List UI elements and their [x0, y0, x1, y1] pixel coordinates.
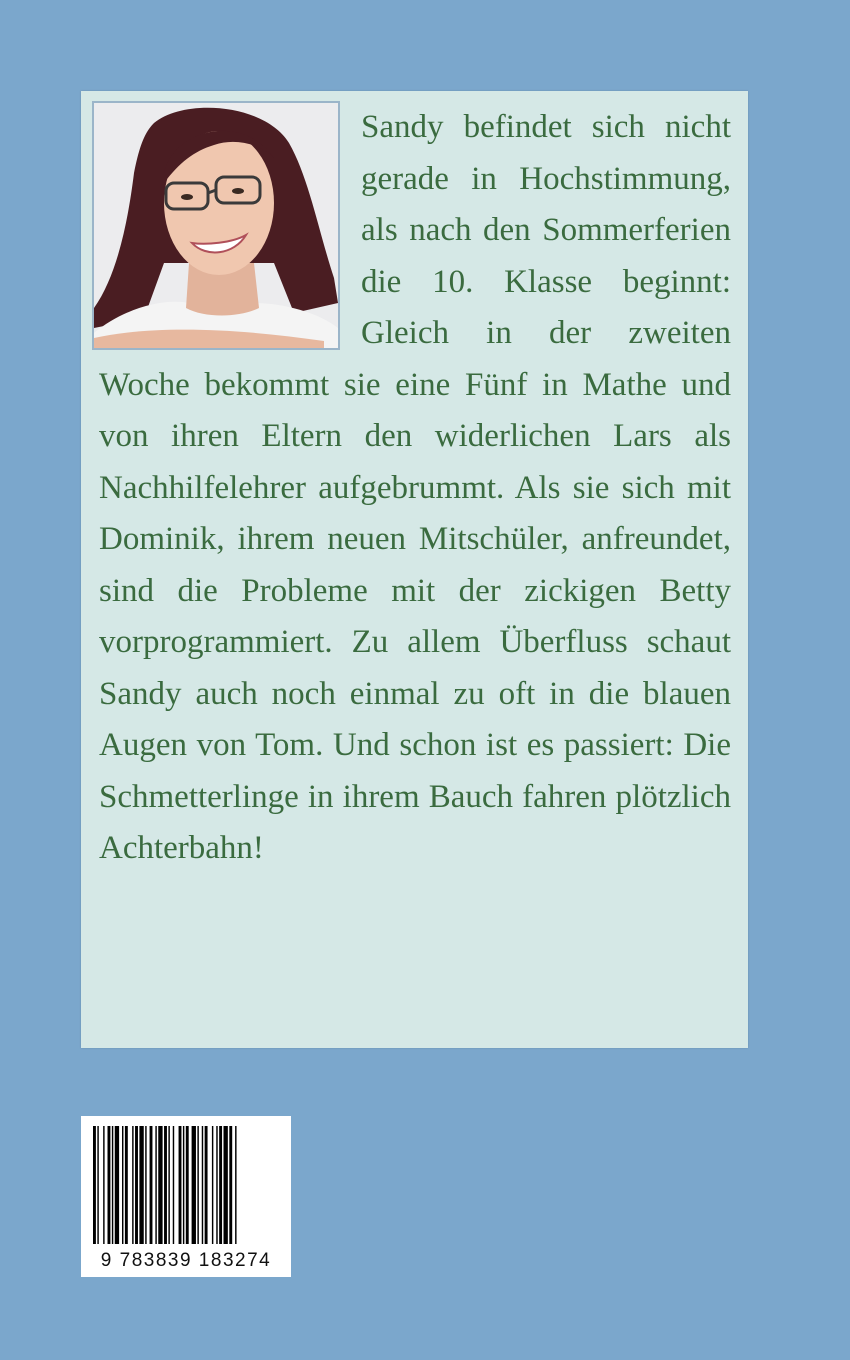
barcode-bar	[183, 1126, 184, 1244]
barcode-bar	[145, 1126, 146, 1244]
barcode-bar	[216, 1126, 217, 1244]
barcode-bar	[219, 1126, 222, 1244]
barcode-bar	[179, 1126, 182, 1244]
barcode-bar	[164, 1126, 167, 1244]
barcode-bar	[212, 1126, 213, 1244]
isbn-barcode	[81, 1116, 291, 1277]
barcode-bar	[155, 1126, 156, 1244]
photo-spacer	[99, 102, 361, 359]
barcode-bar	[158, 1126, 162, 1244]
barcode-bars	[89, 1126, 283, 1248]
barcode-bar	[229, 1126, 232, 1244]
barcode-bar	[192, 1126, 196, 1244]
barcode-bar	[139, 1126, 143, 1244]
barcode-bar	[132, 1126, 133, 1244]
blurb-text-content: Sandy befindet sich nicht gerade in Hochstimmung, als nach den Sommerferien die 10. Klasse beginnt: Gleich in der zweiten Woche bekommt sie eine Fünf in Mathe und von ihren Eltern den widerlichen Lars als Nachhilfelehrer aufgebrummt. Als sie sich mit Dominik, ihrem neuen Mitschüler, anfreundet, sind die Probleme mit der zickigen Betty vorprogrammiert. Zu allem Überfluss schaut Sandy auch noch einmal zu oft in die blauen Augen von Tom. Und schon ist es passiert: Die Schmetterlinge in ihrem Bauch fahren plötzlich Achterbahn!	[99, 109, 731, 866]
barcode-bar	[197, 1126, 198, 1244]
barcode-bar	[112, 1126, 113, 1244]
barcode-bar	[115, 1126, 119, 1244]
isbn-number: 9 783839 183274	[100, 1250, 272, 1271]
barcode-bar	[135, 1126, 138, 1244]
barcode-bar	[97, 1126, 98, 1244]
barcode-bar	[93, 1126, 96, 1244]
barcode-bar	[103, 1126, 104, 1244]
barcode-bar	[173, 1126, 174, 1244]
blurb-text	[99, 102, 731, 875]
barcode-bar	[150, 1126, 153, 1244]
barcode-bar	[125, 1126, 128, 1244]
barcode-bar	[122, 1126, 123, 1244]
barcode-bar	[224, 1126, 228, 1244]
barcode-bar	[186, 1126, 189, 1244]
barcode-bar	[108, 1126, 111, 1244]
barcode-bar	[205, 1126, 208, 1244]
barcode-bar	[168, 1126, 169, 1244]
barcode-bar	[202, 1126, 203, 1244]
barcode-bar	[235, 1126, 236, 1244]
